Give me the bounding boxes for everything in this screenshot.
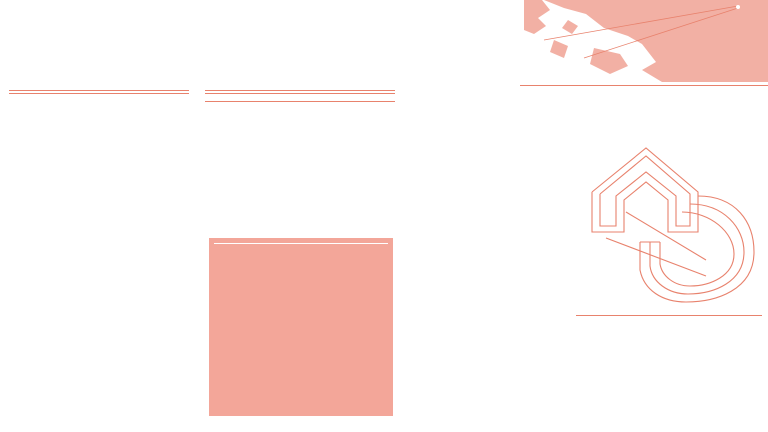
moments-of-greatness bbox=[205, 88, 395, 110]
event-menu bbox=[396, 157, 576, 163]
exhibition-summary bbox=[9, 88, 189, 101]
time-diagram bbox=[586, 142, 762, 304]
triangle-grid-graphic bbox=[6, 305, 114, 411]
about-hole-in-my-pocket bbox=[576, 313, 762, 323]
map-graphic bbox=[524, 0, 768, 82]
divider-line bbox=[520, 85, 768, 86]
choices-box bbox=[209, 238, 393, 416]
